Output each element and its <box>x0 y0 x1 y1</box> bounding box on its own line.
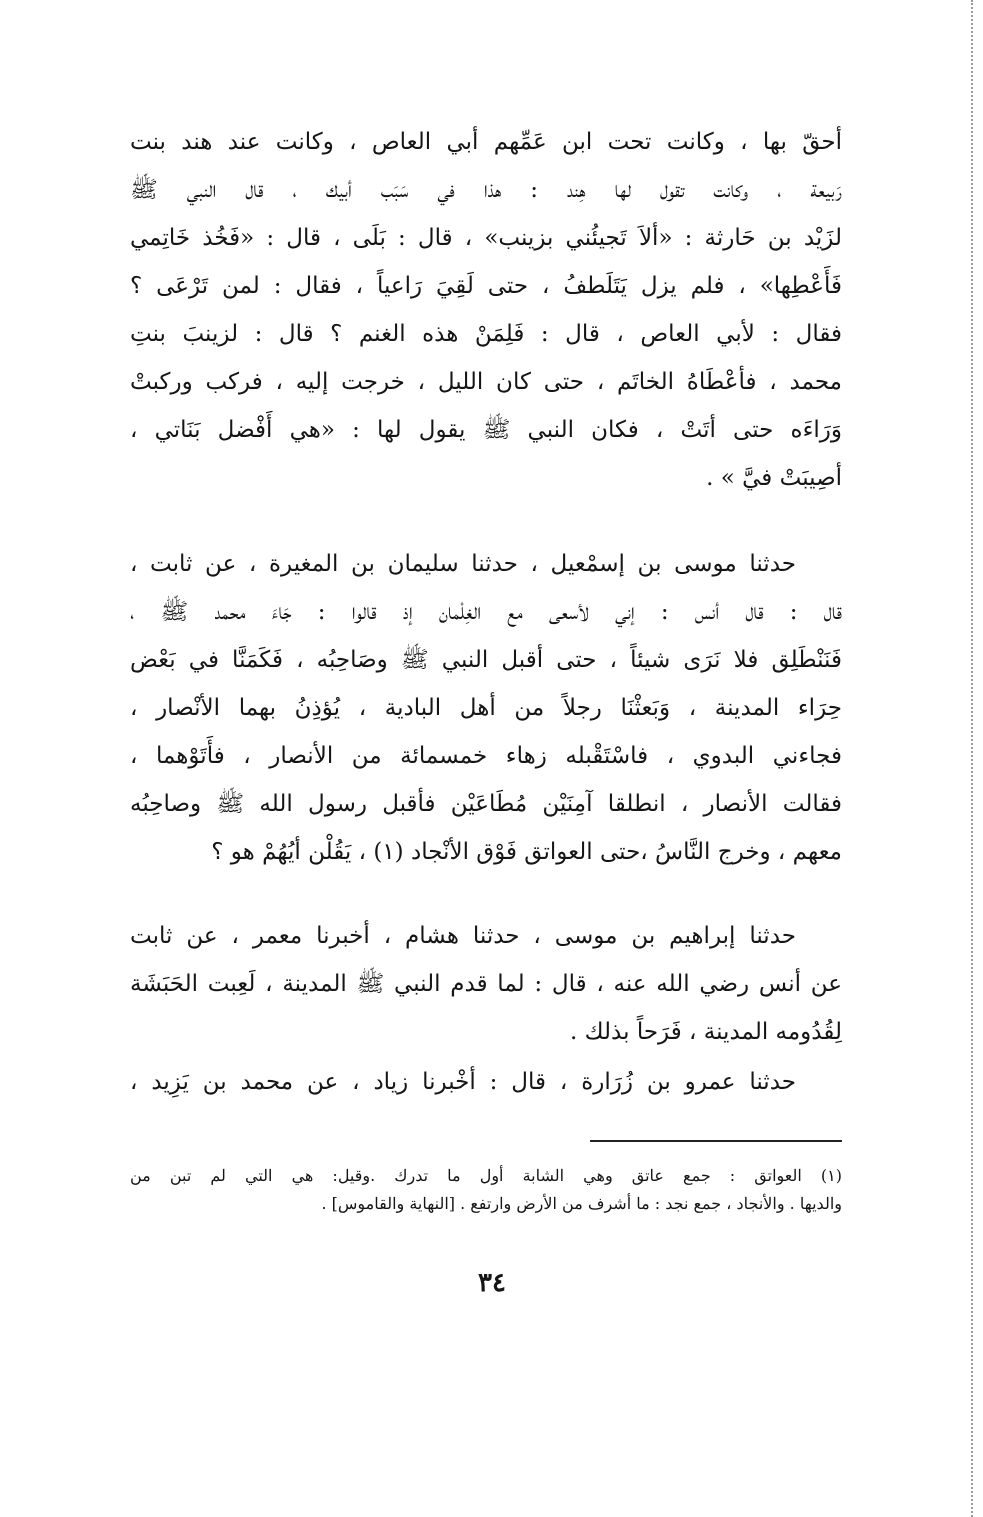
footnote-line: والديها . والأنجاد ، جمع نجد : ما أشرف من الأرض وارتفع . [النهاية والقاموس] . <box>321 1194 842 1213</box>
paragraph-line: أحقّ بها ، وكانت تحت ابن عَمِّهم أبي العاص ، وكانت عند هند بنت <box>130 129 842 155</box>
footnote-line: (١) العواتق : جمع عاتق وهي الشابة أول ما تدرك .وقيل: هي التي لم تبن من <box>130 1166 842 1185</box>
footnote-divider <box>590 1140 842 1142</box>
paragraph-line: حِرَاء المدينة ، وَبَعثْنَا رجلاً من أهل البادية ، يُؤذِنُ بهما الأنْصار ، <box>130 695 842 721</box>
paragraph-line: عن أنس رضي الله عنه ، قال : لما قدم النبي ﷺ المدينة ، لَعِبت الحَبَشَة <box>130 971 842 997</box>
paragraph-line: لزَيْد بن حَارثة : «ألاَ تَجيئُني بزينب» ، قال : بَلَى ، قال : «فَخُذ خَاتِمي <box>130 225 842 251</box>
paragraph-3 <box>130 912 842 1056</box>
paragraph-line: فقال : لأبي العاص ، قال : فَلِمَنْ هذه الغنم ؟ قال : لزينبَ بنتِ <box>130 321 842 347</box>
paragraph-line: فَنَنْطَلِق فلا نَرَى شيئاً ، حتى أقبل النبي ﷺ وصَاحِبُه ، فَكَمَنَّا في بَعْض <box>130 647 842 673</box>
paragraph-line: حدثنا إبراهيم بن موسى ، حدثنا هشام ، أخبرنا معمر ، عن ثابت <box>130 923 796 949</box>
paragraph-line: رَبيعة ، وكانت تقول لها هِند : هذا في سَبَب أبيك ، قال النبي ﷺ <box>130 177 842 203</box>
paragraph-1 <box>130 118 842 502</box>
paragraph-line: حدثنا موسى بن إسمْعيل ، حدثنا سليمان بن المغيرة ، عن ثابت ، <box>130 551 796 577</box>
paragraph-line: حدثنا عمرو بن زُرَارة ، قال : أخْبرنا زياد ، عن محمد بن يَزِيد ، <box>130 1069 796 1095</box>
paragraph-line: فقالت الأنصار ، انطلقا آمِنَيْن مُطَاعَيْن فأقبل رسول الله ﷺ وصاحِبُه <box>130 791 842 817</box>
paragraph-4 <box>130 1058 842 1106</box>
paragraph-line: قال : قال أنس : إني لأسعى مع الغِلْمان إذ قالوا : جَاءَ محمد ﷺ ، <box>130 599 842 625</box>
paragraph-2 <box>130 540 842 876</box>
page-number: ٣٤ <box>478 1268 506 1298</box>
paragraph-line: معهم ، وخرج النَّاسُ ،حتى العواتق فَوْق الأنْجاد (١) ، يَقُلْن أيُهُمْ هو ؟ <box>211 839 842 865</box>
footnote <box>130 1162 842 1218</box>
paragraph-line: أصِيبَتْ فيَّ » . <box>706 465 842 491</box>
paragraph-line: محمد ، فأعْطَاهُ الخاتَم ، حتى كان الليل ، خرجت إليه ، فركب وركبتْ <box>130 369 842 395</box>
paragraph-line: فجاءني البدوي ، فاسْتَقْبله زهاء خمسمائة من الأنصار ، فأَتَوْهما ، <box>130 743 842 769</box>
scan-edge-dotted-line <box>971 0 973 1517</box>
paragraph-line: وَرَاءَه حتى أتَتْ ، فكان النبي ﷺ يقول لها : «هي أَفْضل بَنَاتي ، <box>130 417 842 443</box>
paragraph-line: لِقُدُومه المدينة ، فَرَحاً بذلك . <box>570 1019 842 1045</box>
paragraph-line: فَأَعْطِها» ، فلم يزل يَتَلَطفُ ، حتى لَقِيَ رَاعياً ، فقال : لمن تَرْعَى ؟ <box>130 273 842 299</box>
